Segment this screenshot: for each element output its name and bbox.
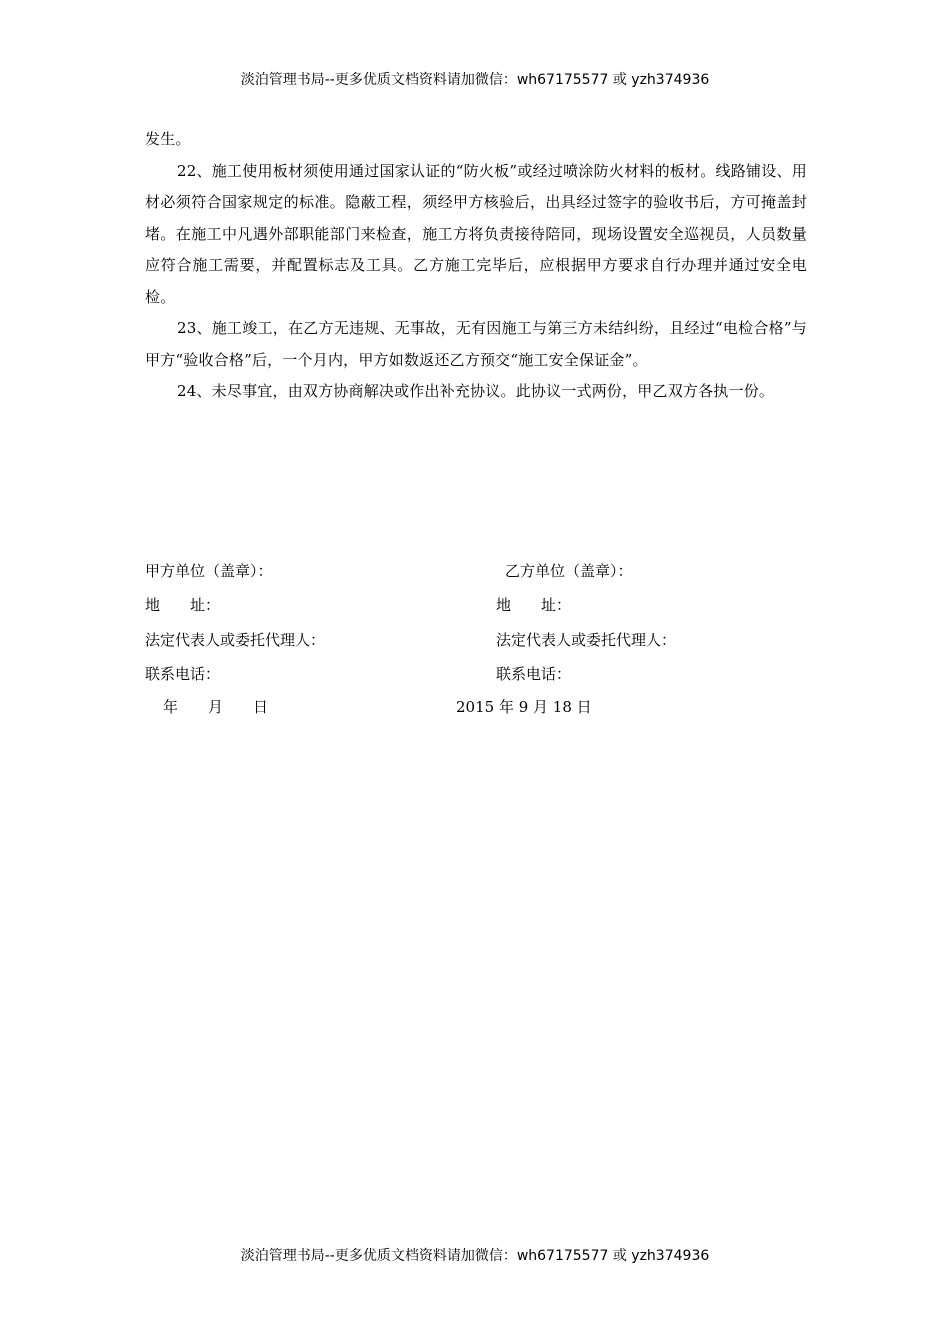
party-a-date: 年 月 日	[163, 698, 269, 716]
page-footer: 淡泊管理书局--更多优质文档资料请加微信：wh67175577 或 yzh374936	[240, 1248, 710, 1264]
paragraph-clause-22: 22、施工使用板材须使用通过国家认证的“防火板”或经过喷涂防火材料的板材。线路铺设、用材必须符合国家规定的标准。隐蔽工程，须经甲方核验后，出具经过签字的验收书后，方可掩盖封堵。在施工中凡遇外部职能部门来检查，施工方将负责接待陪同，现场设置安全巡视员，人员数量应符合施工需要，并配置标志及工具。乙方施工完毕后，应根据甲方要求自行办理并通过安全电检。	[145, 161, 807, 306]
paragraph-clause-23: 23、施工竣工，在乙方无违规、无事故，无有因施工与第三方未结纠纷，且经过“电检合格”与甲方“验收合格”后，一个月内，甲方如数返还乙方预交“施工安全保证金”。	[145, 319, 807, 369]
party-b-unit: 乙方单位（盖章）：	[505, 562, 633, 580]
party-b-representative: 法定代表人或委托代理人：	[496, 631, 677, 649]
party-b-phone: 联系电话：	[496, 665, 572, 683]
page-header: 淡泊管理书局--更多优质文档资料请加微信：wh67175577 或 yzh374936	[240, 72, 710, 88]
party-a-phone: 联系电话：	[145, 665, 221, 683]
party-a-unit: 甲方单位（盖章）：	[145, 562, 273, 580]
party-b-address: 地 址：	[496, 596, 572, 614]
contract-body	[145, 124, 807, 408]
party-b-date: 2015 年 9 月 18 日	[456, 698, 592, 716]
paragraph-continuation: 发生。	[145, 130, 191, 148]
party-a-representative: 法定代表人或委托代理人：	[145, 631, 326, 649]
party-a-address: 地 址：	[145, 596, 221, 614]
paragraph-clause-24: 24、未尽事宜，由双方协商解决或作出补充协议。此协议一式两份，甲乙双方各执一份。	[177, 382, 775, 400]
